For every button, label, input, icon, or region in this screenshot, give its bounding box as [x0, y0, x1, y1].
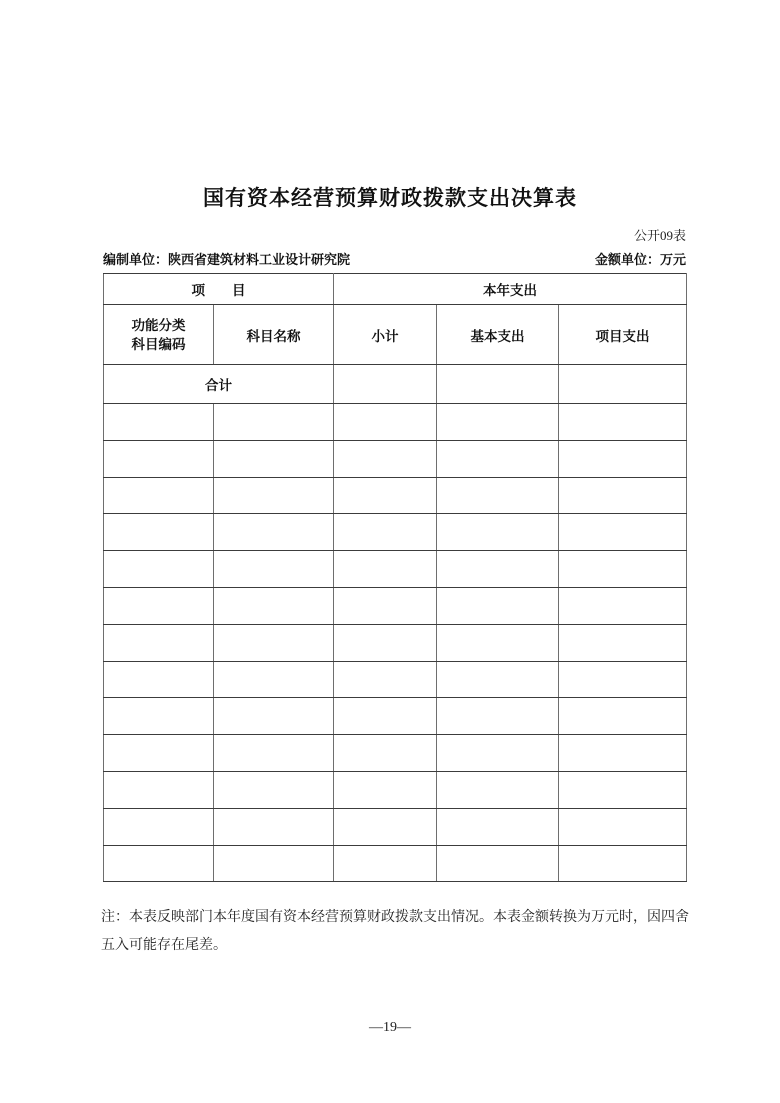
empty-cell: [437, 587, 559, 624]
header-group-row: [104, 274, 687, 305]
empty-cell: [214, 845, 334, 882]
empty-cell: [437, 624, 559, 661]
header-columns-row: [104, 305, 687, 365]
header-function-code-line1: 功能分类: [131, 317, 186, 333]
table-row: [104, 661, 687, 698]
table-row: [104, 514, 687, 551]
empty-cell: [334, 587, 437, 624]
footnote: [101, 904, 780, 960]
form-code-label: 公开09表: [633, 228, 686, 243]
empty-cell: [104, 587, 214, 624]
empty-cell: [559, 587, 687, 624]
header-subject-name: 科目名称: [214, 305, 334, 365]
page-number: —19—: [369, 1020, 411, 1035]
empty-cell: [104, 771, 214, 808]
empty-cell: [104, 698, 214, 735]
empty-cell: [214, 551, 334, 588]
header-basic-expenditure: 基本支出: [437, 305, 559, 365]
empty-cell: [214, 735, 334, 772]
header-project-expenditure: 项目支出: [559, 305, 687, 365]
empty-cell: [559, 514, 687, 551]
table-row: [104, 698, 687, 735]
empty-cell: [559, 808, 687, 845]
empty-cell: [214, 771, 334, 808]
empty-cell: [334, 698, 437, 735]
table-row: [104, 624, 687, 661]
header-function-code-line2: 科目编码: [131, 336, 186, 352]
empty-cell: [334, 735, 437, 772]
empty-cell: [334, 845, 437, 882]
total-row-label: 合计: [104, 365, 334, 404]
total-project-cell: [559, 365, 687, 404]
empty-cell: [334, 808, 437, 845]
table-header: [104, 274, 687, 365]
empty-cell: [559, 404, 687, 441]
page-title: 国有资本经营预算财政拨款支出决算表: [203, 187, 577, 210]
table-row: [104, 587, 687, 624]
empty-cell: [437, 808, 559, 845]
amount-unit-label: 金额单位：万元: [594, 252, 686, 267]
empty-cell: [559, 771, 687, 808]
header-function-code: [104, 305, 214, 365]
empty-cell: [334, 551, 437, 588]
empty-cell: [334, 477, 437, 514]
empty-cell: [104, 661, 214, 698]
table-row: [104, 440, 687, 477]
empty-cell: [334, 624, 437, 661]
empty-cell: [559, 845, 687, 882]
table-body: [104, 365, 687, 404]
empty-cell: [437, 440, 559, 477]
empty-rows: [104, 404, 687, 882]
empty-cell: [104, 735, 214, 772]
empty-cell: [559, 624, 687, 661]
header-subtotal: 小计: [334, 305, 437, 365]
empty-cell: [214, 698, 334, 735]
empty-cell: [104, 477, 214, 514]
empty-cell: [334, 771, 437, 808]
empty-cell: [104, 808, 214, 845]
table-row: [104, 845, 687, 882]
empty-cell: [104, 440, 214, 477]
table-row: [104, 404, 687, 441]
table-row: [104, 771, 687, 808]
empty-cell: [334, 404, 437, 441]
empty-cell: [334, 661, 437, 698]
prepared-by-label: 编制单位：陕西省建筑材料工业设计研究院: [103, 252, 351, 267]
empty-cell: [214, 808, 334, 845]
empty-cell: [104, 845, 214, 882]
empty-cell: [214, 587, 334, 624]
footnote-line1: 注：本表反映部门本年度国有资本经营预算财政拨款支出情况。本表金额转换为万元时，因四舍: [101, 910, 689, 926]
empty-cell: [559, 551, 687, 588]
empty-cell: [559, 698, 687, 735]
empty-cell: [214, 477, 334, 514]
empty-cell: [437, 771, 559, 808]
empty-cell: [214, 404, 334, 441]
empty-cell: [214, 661, 334, 698]
empty-cell: [104, 624, 214, 661]
header-current-year-expenditure-group: 本年支出: [334, 274, 687, 305]
empty-cell: [214, 440, 334, 477]
empty-cell: [214, 624, 334, 661]
total-subtotal-cell: [334, 365, 437, 404]
empty-cell: [437, 735, 559, 772]
empty-cell: [437, 551, 559, 588]
total-basic-cell: [437, 365, 559, 404]
empty-cell: [104, 514, 214, 551]
empty-cell: [437, 661, 559, 698]
empty-cell: [334, 514, 437, 551]
empty-cell: [437, 477, 559, 514]
table-meta-row: [103, 249, 686, 268]
empty-cell: [437, 514, 559, 551]
table-row: [104, 477, 687, 514]
table-row: [104, 808, 687, 845]
empty-cell: [559, 477, 687, 514]
table-row: [104, 735, 687, 772]
empty-cell: [559, 440, 687, 477]
empty-cell: [214, 514, 334, 551]
total-row: [104, 365, 687, 404]
empty-cell: [559, 661, 687, 698]
table-row: [104, 551, 687, 588]
empty-cell: [437, 698, 559, 735]
empty-cell: [104, 404, 214, 441]
empty-cell: [334, 440, 437, 477]
empty-cell: [437, 845, 559, 882]
budget-table: [103, 273, 687, 882]
empty-cell: [437, 404, 559, 441]
empty-cell: [104, 551, 214, 588]
footnote-line2: 五入可能存在尾差。: [101, 938, 227, 954]
header-item-group: 项 目: [104, 274, 334, 305]
empty-cell: [559, 735, 687, 772]
